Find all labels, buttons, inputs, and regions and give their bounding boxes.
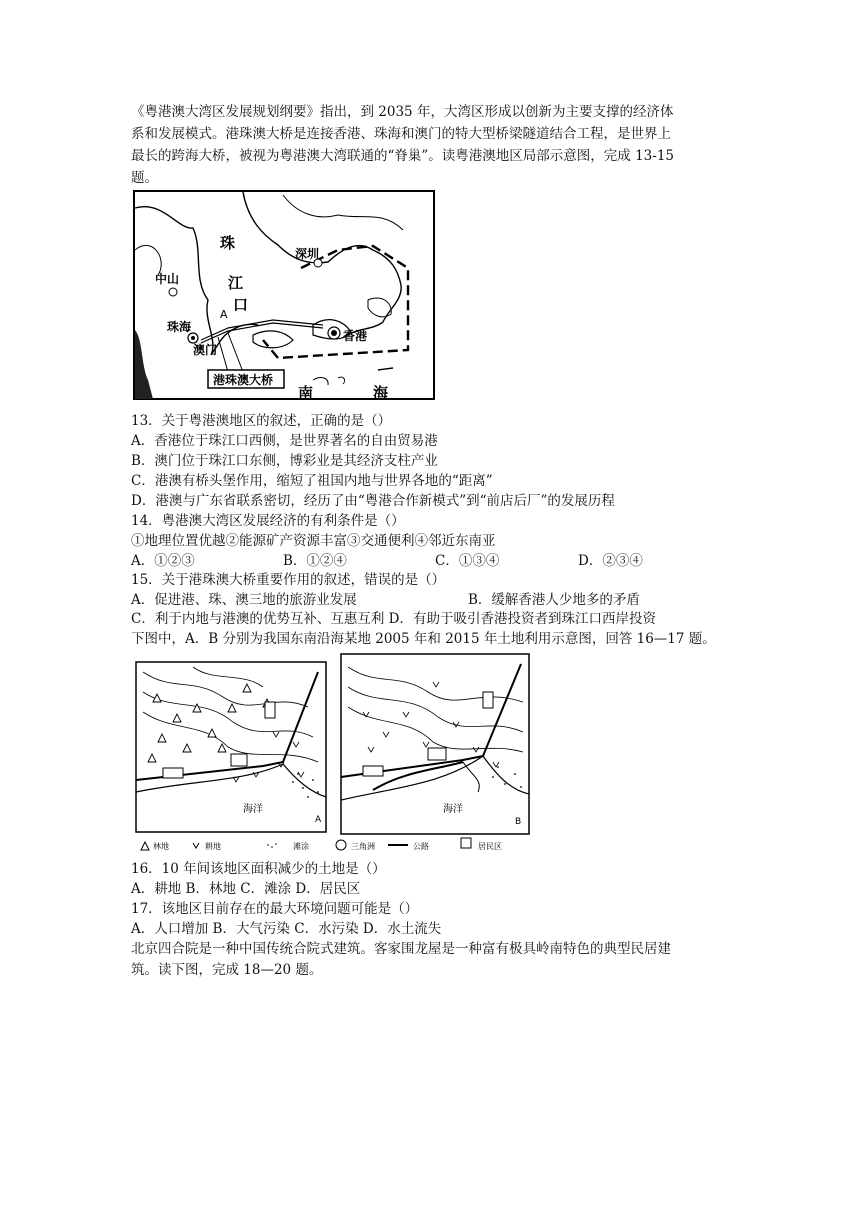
intro-line-1: 《粤港澳大湾区发展规划纲要》指出，到 2035 年，大湾区形成以创新为主要支撑的经济体 <box>131 104 674 120</box>
label-hai: 海 <box>373 384 389 400</box>
legend-road: 公路 <box>413 842 429 851</box>
label-a: A <box>220 308 228 321</box>
intro-3-line-2: 筑。读下图，完成 18—20 题。 <box>131 962 323 978</box>
q15-stem: 15．关于港珠澳大桥重要作用的叙述，错误的是（） <box>131 572 446 588</box>
label-shenzhen: 深圳 <box>295 247 320 261</box>
q15-option-c-d: C．利于内地与港澳的优势互补、互惠互利 D．有助于吸引香港投资者到珠江口西岸投资 <box>131 611 656 627</box>
ocean-label-b: 海洋 <box>443 804 463 815</box>
farmland-legend-icon <box>193 843 199 848</box>
panel-tag-b: B <box>515 817 522 827</box>
label-hongkong: 香港 <box>343 329 368 343</box>
q14-option-d: D．②③④ <box>578 553 643 569</box>
legend-shoal: 滩涂 <box>293 842 309 851</box>
label-zhongshan: 中山 <box>155 272 180 286</box>
q13-option-c: C．港澳有桥头堡作用，缩短了祖国内地与世界各地的“距离” <box>131 473 493 489</box>
q15-option-a: A．促进港、珠、澳三地的旅游业发展 <box>131 592 357 608</box>
q15-option-b: B．缓解香港人少地多的矛盾 <box>468 592 640 608</box>
label-jiang: 江 <box>228 274 244 292</box>
intro-3-line-1: 北京四合院是一种中国传统合院式建筑。客家围龙屋是一种富有极具岭南特色的典型民居建 <box>131 941 671 957</box>
legend-settlement: 居民区 <box>478 842 502 851</box>
q13-option-b: B．澳门位于珠江口东侧，博彩业是其经济支柱产业 <box>131 453 438 469</box>
q17-options: A．人口增加 B．大气污染 C．水污染 D．水土流失 <box>131 921 442 937</box>
q14-option-c: C．①③④ <box>435 553 500 569</box>
label-zhu: 珠 <box>220 234 236 252</box>
label-zhuhai: 珠海 <box>167 320 192 334</box>
label-nan: 南 <box>298 384 314 400</box>
q14-option-a: A．①②③ <box>131 553 195 569</box>
q16-stem: 16．10 年间该地区面积减少的土地是（） <box>131 861 386 877</box>
q16-options: A．耕地 B．林地 C．滩涂 D．居民区 <box>131 881 361 897</box>
intro-2: 下图中，A．B 分别为我国东南沿海某地 2005 年和 2015 年土地利用示意图，回答 16—17 题。 <box>131 631 716 647</box>
label-bridge: 港珠澳大桥 <box>213 373 274 387</box>
q14-option-b: B．①②④ <box>283 553 347 569</box>
map-panel-b <box>341 654 529 834</box>
q17-stem: 17．该地区目前存在的最大环境问题可能是（） <box>131 901 419 917</box>
land-use-maps <box>133 652 531 854</box>
intro-line-2: 系和发展模式。港珠澳大桥是连接香港、珠海和澳门的特大型桥梁隧道结合工程，是世界上 <box>131 126 671 142</box>
map-panel-a <box>136 662 326 832</box>
label-kou: 口 <box>233 296 249 314</box>
q14-stem: 14．粤港澳大湾区发展经济的有利条件是（） <box>131 513 405 529</box>
q13-stem: 13．关于粤港澳地区的叙述，正确的是（） <box>131 413 392 429</box>
q13-option-d: D．港澳与广东省联系密切，经历了由“粤港合作新模式”到“前店后厂”的发展历程 <box>131 493 615 509</box>
delta-legend-icon <box>336 840 346 850</box>
map-legend <box>141 838 502 851</box>
legend-forest: 林地 <box>153 842 169 851</box>
ocean-label-a: 海洋 <box>243 804 263 815</box>
forest-legend-icon <box>141 842 149 850</box>
panel-tag-a: A <box>315 815 322 825</box>
legend-delta: 三角洲 <box>351 842 375 851</box>
q14-items: ①地理位置优越②能源矿产资源丰富③交通便利④邻近东南亚 <box>131 533 496 549</box>
pearl-river-map <box>133 190 435 400</box>
intro-line-3: 最长的跨海大桥，被视为粤港澳大湾联通的“脊巢”。读粤港澳地区局部示意图，完成 13-15 <box>131 148 675 164</box>
intro-line-4: 题。 <box>131 170 158 186</box>
settlement-legend-icon <box>461 838 471 848</box>
shoal-legend-icon <box>267 843 277 848</box>
q13-option-a: A．香港位于珠江口西侧，是世界著名的自由贸易港 <box>131 433 438 449</box>
label-macau: 澳门 <box>193 343 218 357</box>
legend-farmland: 耕地 <box>205 842 221 851</box>
